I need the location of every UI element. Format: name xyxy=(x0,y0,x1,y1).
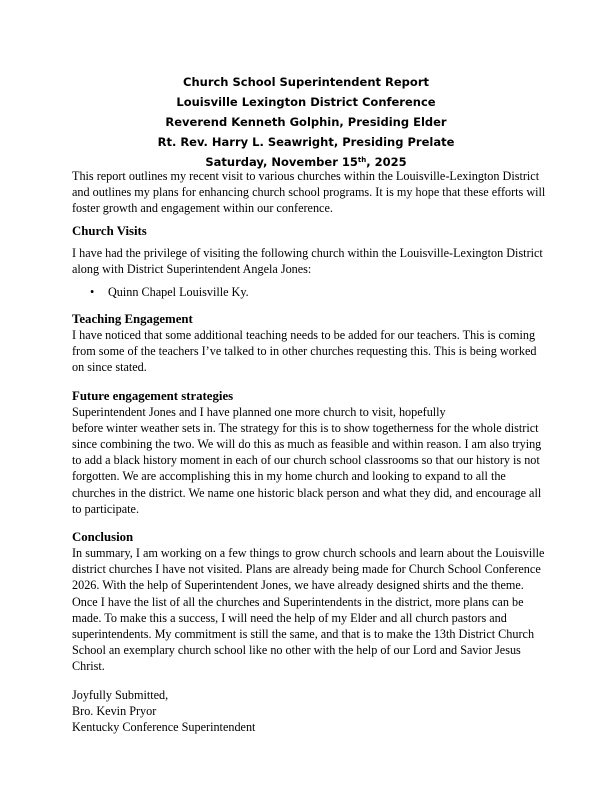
list-item xyxy=(72,283,548,301)
report-date-ordinal: th xyxy=(357,156,367,164)
report-title: Church School Superintendent Report xyxy=(183,75,429,89)
teaching-engagement-paragraph: I have noticed that some additional teaching needs to be added for our teachers. This is coming from some of the teachers I’ve talked to in other churches requesting this. This is being worked on since stated. xyxy=(72,328,537,375)
signer-title: Kentucky Conference Superintendent xyxy=(72,720,256,735)
report-body xyxy=(72,168,548,735)
report-date-main: Saturday, November 15 xyxy=(205,155,358,169)
presiding-elder: Reverend Kenneth Golphin, Presiding Elder xyxy=(165,115,447,129)
future-strategies-first-line: Superintendent Jones and I have planned one more church to visit, hopefully xyxy=(72,404,446,419)
signature-block xyxy=(72,687,548,736)
conclusion-paragraph: In summary, I am working on a few things to grow church schools and learn about the Louisville district churches I have not visited. Plans are already being made for Church School Conference 2026. With the help of Superintendent Jones, we have already designed shirts and the theme. Once I have the list of all the churches and Superintendents in the district, more plans can be made. To make this a success, I will need the help of my Elder and all church pastors and superintendents. My commitment is still the same, and that is to make the 13th District Church School an exemplary church school like no other with the help of our Lord and Savior Jesus Christ. xyxy=(72,546,545,674)
signer-name: Bro. Kevin Pryor xyxy=(72,703,157,718)
district-conference: Louisville Lexington District Conference xyxy=(176,95,436,109)
future-strategies-paragraph: before winter weather sets in. The strategy for this is to show togetherness for the whole district since combining the two. We will do this as much as feasible and within reason. I am also trying to add a black history moment in each of our church school classrooms so that our history is not forgotten. We are accomplishing this in my home church and looking to expand to all the churches in the district. We name one historic black person and what they did, and encourage all to participate. xyxy=(72,420,542,516)
church-visits-heading: Church Visits xyxy=(72,223,147,238)
teaching-engagement-heading: Teaching Engagement xyxy=(72,312,193,327)
presiding-prelate: Rt. Rev. Harry L. Seawright, Presiding Prelate xyxy=(157,135,455,149)
intro-paragraph: This report outlines my recent visit to various churches within the Louisville-Lexington District and outlines my plans for enhancing church school programs. It is my hope that these efforts will foster growth and engagement within our conference. xyxy=(72,169,546,216)
future-strategies-heading: Future engagement strategies xyxy=(72,388,234,403)
conclusion-heading: Conclusion xyxy=(72,530,134,545)
report-header xyxy=(0,72,612,172)
report-date-year: , 2025 xyxy=(366,155,407,169)
church-visits-paragraph: I have had the privilege of visiting the following church within the Louisville-Lexington District along with District Superintendent Angela Jones: xyxy=(72,245,543,276)
church-name: Quinn Chapel Louisville Ky. xyxy=(108,285,249,300)
bullet-icon: • xyxy=(90,285,95,300)
closing-line: Joyfully Submitted, xyxy=(72,687,169,702)
